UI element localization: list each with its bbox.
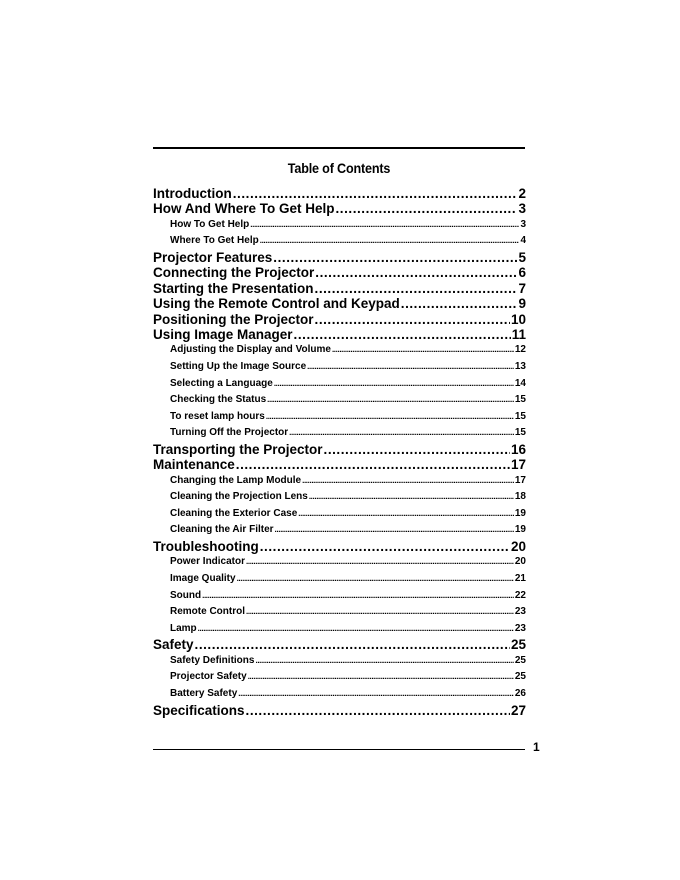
toc-entry-title: Remote Control xyxy=(170,606,245,618)
toc-entry-page: 25 xyxy=(514,654,526,666)
dot-leader xyxy=(233,186,518,201)
toc-list xyxy=(153,186,526,718)
toc-section-entry xyxy=(153,186,526,201)
toc-entry-title: Using Image Manager xyxy=(153,326,293,342)
toc-subsection-entry xyxy=(153,506,526,523)
toc-subsection-entry xyxy=(153,571,526,588)
toc-entry-title: Cleaning the Exterior Case xyxy=(170,507,298,519)
dot-leader xyxy=(255,653,513,670)
toc-entry-page: 12 xyxy=(514,344,526,356)
toc-entry-page: 15 xyxy=(514,427,526,439)
toc-section-entry xyxy=(153,265,526,280)
toc-entry-title: Transporting the Projector xyxy=(153,441,323,457)
dot-leader xyxy=(315,312,510,327)
toc-entry-page: 16 xyxy=(510,441,526,457)
toc-subsection-entry xyxy=(153,409,526,426)
dot-leader xyxy=(309,489,514,506)
toc-subsection-entry xyxy=(153,522,526,539)
toc-subsection-entry xyxy=(153,376,526,393)
toc-entry-title: How To Get Help xyxy=(170,218,250,230)
dot-leader xyxy=(274,376,514,393)
toc-section-entry xyxy=(153,281,526,296)
toc-entry-title: Turning Off the Projector xyxy=(170,427,289,439)
toc-entry-page: 3 xyxy=(520,218,526,230)
toc-entry-title: Cleaning the Air Filter xyxy=(170,524,274,536)
toc-section-entry xyxy=(153,312,526,327)
toc-entry-title: Battery Safety xyxy=(170,687,238,699)
dot-leader xyxy=(246,554,514,571)
toc-title: Table of Contents xyxy=(287,160,391,176)
toc-entry-title: Safety xyxy=(153,637,194,653)
toc-entry-title: To reset lamp hours xyxy=(170,410,265,422)
toc-subsection-entry xyxy=(153,669,526,686)
dot-leader xyxy=(332,342,514,359)
toc-subsection-entry xyxy=(153,686,526,703)
toc-entry-title: Where To Get Help xyxy=(170,235,259,247)
dot-leader xyxy=(294,327,511,342)
toc-section-entry xyxy=(153,442,526,457)
toc-subsection-entry xyxy=(153,473,526,490)
dot-leader xyxy=(302,473,514,490)
toc-subsection-entry xyxy=(153,554,526,571)
toc-entry-title: Starting the Presentation xyxy=(153,280,314,296)
toc-entry-title: Troubleshooting xyxy=(153,539,259,555)
toc-entry-title: Changing the Lamp Module xyxy=(170,474,302,486)
dot-leader xyxy=(246,703,510,718)
toc-entry-title: Cleaning the Projection Lens xyxy=(170,491,308,503)
dot-leader xyxy=(260,233,520,250)
toc-section-entry xyxy=(153,296,526,311)
top-rule xyxy=(153,147,525,149)
dot-leader xyxy=(246,604,514,621)
dot-leader xyxy=(315,281,518,296)
toc-entry-title: Projector Features xyxy=(153,249,273,265)
toc-entry-title: Specifications xyxy=(153,702,245,718)
toc-entry-page: 23 xyxy=(514,622,526,634)
dot-leader xyxy=(195,637,510,652)
toc-entry-page: 19 xyxy=(514,507,526,519)
toc-entry-page: 19 xyxy=(514,524,526,536)
toc-entry-page: 17 xyxy=(510,457,526,473)
dot-leader xyxy=(273,250,517,265)
toc-entry-title: Lamp xyxy=(170,622,197,634)
toc-entry-title: Projector Safety xyxy=(170,671,247,683)
dot-leader xyxy=(324,442,510,457)
toc-entry-title: Positioning the Projector xyxy=(153,311,314,327)
toc-entry-page: 7 xyxy=(518,280,526,296)
page-number: 1 xyxy=(533,740,540,754)
dot-leader xyxy=(336,201,518,216)
toc-entry-page: 22 xyxy=(514,589,526,601)
toc-entry-page: 2 xyxy=(518,186,526,201)
toc-section-entry xyxy=(153,327,526,342)
toc-subsection-entry xyxy=(153,342,526,359)
toc-entry-page: 15 xyxy=(514,410,526,422)
dot-leader xyxy=(236,457,510,472)
dot-leader xyxy=(401,296,518,311)
dot-leader xyxy=(260,539,510,554)
toc-entry-title: Setting Up the Image Source xyxy=(170,360,307,372)
toc-entry-page: 13 xyxy=(514,360,526,372)
toc-section-entry xyxy=(153,539,526,554)
toc-entry-page: 27 xyxy=(510,702,526,718)
toc-entry-page: 17 xyxy=(514,474,526,486)
bottom-rule xyxy=(153,749,525,750)
dot-leader xyxy=(267,392,514,409)
dot-leader xyxy=(289,425,514,442)
toc-entry-page: 26 xyxy=(514,687,526,699)
toc-section-entry xyxy=(153,250,526,265)
toc-entry-title: Power Indicator xyxy=(170,556,246,568)
toc-entry-title: Introduction xyxy=(153,186,232,201)
dot-leader xyxy=(275,522,514,539)
toc-entry-title: Selecting a Language xyxy=(170,377,273,389)
toc-subsection-entry xyxy=(153,489,526,506)
toc-entry-title: Sound xyxy=(170,589,202,601)
toc-section-entry xyxy=(153,457,526,472)
toc-entry-page: 4 xyxy=(520,235,526,247)
toc-entry-page: 10 xyxy=(510,311,526,327)
toc-subsection-entry xyxy=(153,233,526,250)
toc-subsection-entry xyxy=(153,359,526,376)
dot-leader xyxy=(198,621,514,638)
dot-leader xyxy=(250,217,519,234)
toc-entry-page: 23 xyxy=(514,606,526,618)
toc-section-entry xyxy=(153,703,526,718)
toc-entry-title: How And Where To Get Help xyxy=(153,201,335,217)
dot-leader xyxy=(266,409,514,426)
toc-entry-page: 6 xyxy=(518,265,526,281)
toc-section-entry xyxy=(153,637,526,652)
toc-entry-page: 3 xyxy=(518,201,526,217)
dot-leader xyxy=(238,686,514,703)
toc-entry-page: 20 xyxy=(514,556,526,568)
toc-entry-page: 20 xyxy=(510,539,526,555)
toc-entry-page: 18 xyxy=(514,491,526,503)
toc-subsection-entry xyxy=(153,425,526,442)
toc-entry-title: Image Quality xyxy=(170,573,236,585)
toc-entry-page: 5 xyxy=(518,249,526,265)
toc-entry-title: Connecting the Projector xyxy=(153,265,315,281)
toc-subsection-entry xyxy=(153,217,526,234)
dot-leader xyxy=(202,588,514,605)
toc-entry-title: Adjusting the Display and Volume xyxy=(170,344,331,356)
toc-entry-page: 25 xyxy=(510,637,526,653)
toc-entry-page: 15 xyxy=(514,394,526,406)
toc-subsection-entry xyxy=(153,588,526,605)
toc-entry-title: Using the Remote Control and Keypad xyxy=(153,296,400,312)
toc-subsection-entry xyxy=(153,621,526,638)
toc-entry-page: 9 xyxy=(518,296,526,312)
toc-subsection-entry xyxy=(153,604,526,621)
toc-subsection-entry xyxy=(153,392,526,409)
dot-leader xyxy=(315,265,517,280)
dot-leader xyxy=(298,506,514,523)
toc-entry-page: 14 xyxy=(514,377,526,389)
toc-entry-page: 21 xyxy=(514,573,526,585)
dot-leader xyxy=(307,359,514,376)
toc-subsection-entry xyxy=(153,653,526,670)
dot-leader xyxy=(248,669,514,686)
toc-entry-page: 25 xyxy=(514,671,526,683)
toc-entry-title: Checking the Status xyxy=(170,394,267,406)
toc-entry-title: Maintenance xyxy=(153,457,235,473)
toc-section-entry xyxy=(153,201,526,216)
dot-leader xyxy=(237,571,514,588)
toc-entry-title: Safety Definitions xyxy=(170,654,255,666)
toc-entry-page: 11 xyxy=(511,326,526,342)
